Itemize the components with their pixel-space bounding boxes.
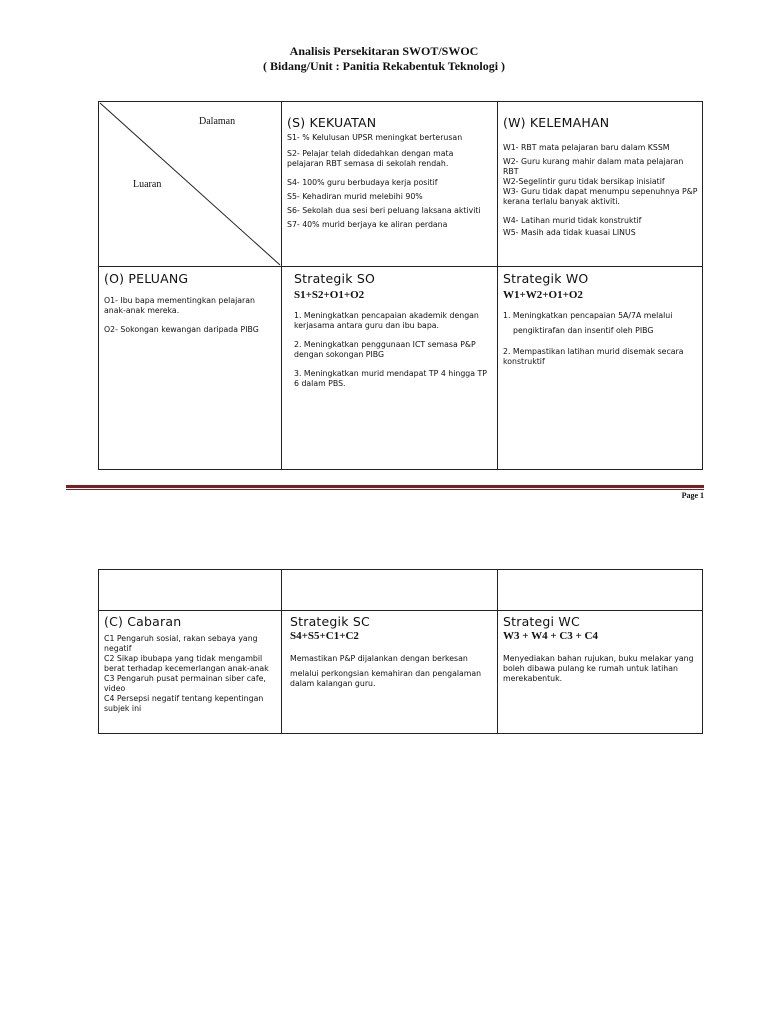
list-item: O1- Ibu bapa mementingkan pelajaran anak-anak mereka. bbox=[104, 296, 255, 315]
strategy-so-formula: S1+S2+O1+O2 bbox=[294, 289, 365, 301]
list-item: 2. Mempastikan latihan murid disemak secara konstruktif bbox=[503, 347, 684, 366]
internal-label: Dalaman bbox=[199, 116, 236, 127]
list-item: 1. Meningkatkan pencapaian 5A/7A melalui bbox=[503, 311, 673, 320]
strengths-cell bbox=[282, 112, 497, 266]
list-item: C3 Pengaruh pusat permainan siber cafe, video bbox=[104, 674, 266, 693]
diagonal-divider bbox=[99, 102, 281, 266]
document-title: Analisis Persekitaran SWOT/SWOC bbox=[289, 44, 479, 58]
strategy-wc-heading: Strategi WC bbox=[503, 614, 580, 629]
list-item: S4- 100% guru berbudaya kerja positif bbox=[287, 178, 438, 187]
challenges-cell bbox=[99, 611, 281, 733]
strategy-wo-heading: Strategik WO bbox=[503, 271, 589, 286]
document-subtitle: ( Bidang/Unit : Panitia Rekabentuk Teknologi ) bbox=[262, 59, 506, 73]
list-item: O2- Sokongan kewangan daripada PIBG bbox=[104, 325, 259, 334]
strategy-wc-cell bbox=[498, 611, 703, 733]
list-item: W2- Guru kurang mahir dalam mata pelajaran RBT bbox=[503, 157, 684, 176]
strategy-sc-cell bbox=[282, 611, 497, 733]
list-item: W5- Masih ada tidak kuasai LINUS bbox=[503, 228, 636, 237]
weaknesses-cell bbox=[498, 112, 703, 266]
list-item: Menyediakan bahan rujukan, buku melakar yang boleh dibawa pulang ke rumah untuk latihan merekabentuk. bbox=[503, 654, 694, 683]
list-item: 2. Meningkatkan penggunaan ICT semasa P&P dengan sokongan PIBG bbox=[294, 340, 476, 359]
opportunities-heading: (O) PELUANG bbox=[104, 271, 189, 286]
page-number: Page 1 bbox=[681, 491, 704, 500]
list-item: pengiktirafan dan insentif oleh PIBG bbox=[513, 326, 654, 335]
list-item: W1- RBT mata pelajaran baru dalam KSSM bbox=[503, 143, 670, 152]
strategy-sc-formula: S4+S5+C1+C2 bbox=[290, 630, 359, 642]
strategy-so-heading: Strategik SO bbox=[294, 271, 376, 286]
list-item: W3- Guru tidak dapat menumpu sepenuhnya P&P kerana terlalu banyak aktiviti. bbox=[503, 187, 698, 206]
corner-cell bbox=[99, 102, 281, 266]
footer-rule bbox=[66, 485, 704, 488]
swot-table bbox=[98, 101, 703, 470]
list-item: C2 Sikap ibubapa yang tidak mengambil berat terhadap kecemerlangan anak-anak bbox=[104, 654, 269, 673]
list-item: S2- Pelajar telah didedahkan dengan mata pelajaran RBT semasa di sekolah rendah. bbox=[287, 149, 454, 168]
strategy-wo-cell bbox=[498, 268, 703, 468]
strategy-so-cell bbox=[282, 268, 497, 468]
list-item: S6- Sekolah dua sesi beri peluang laksana aktiviti bbox=[287, 206, 481, 215]
list-item: melalui perkongsian kemahiran dan pengalaman dalam kalangan guru. bbox=[290, 669, 482, 688]
list-item: 3. Meningkatkan murid mendapat TP 4 hingga TP 6 dalam PBS. bbox=[294, 369, 487, 388]
strategy-wo-formula: W1+W2+O1+O2 bbox=[503, 289, 583, 301]
list-item: W4- Latihan murid tidak konstruktif bbox=[503, 216, 642, 225]
list-item: S7- 40% murid berjaya ke aliran perdana bbox=[287, 220, 448, 229]
list-item: S5- Kehadiran murid melebihi 90% bbox=[287, 192, 423, 201]
list-item: W2-Segelintir guru tidak bersikap inisiatif bbox=[503, 177, 665, 186]
list-item: Memastikan P&P dijalankan dengan berkesan bbox=[290, 654, 468, 663]
challenges-heading: (C) Cabaran bbox=[104, 614, 182, 629]
list-item: C4 Persepsi negatif tentang kepentingan subjek ini bbox=[104, 694, 264, 713]
opportunities-cell bbox=[99, 268, 281, 468]
strengths-heading: (S) KEKUATAN bbox=[287, 115, 377, 130]
external-label: Luaran bbox=[133, 179, 162, 190]
strategy-sc-heading: Strategik SC bbox=[290, 614, 370, 629]
footer-rule-thin bbox=[66, 489, 704, 490]
weaknesses-heading: (W) KELEMAHAN bbox=[503, 115, 610, 130]
list-item: C1 Pengaruh sosial, rakan sebaya yang negatif bbox=[104, 634, 258, 653]
strategy-wc-formula: W3 + W4 + C3 + C4 bbox=[503, 630, 598, 642]
list-item: S1- % Kelulusan UPSR meningkat berterusan bbox=[287, 133, 463, 142]
list-item: 1. Meningkatkan pencapaian akademik dengan kerjasama antara guru dan ibu bapa. bbox=[294, 311, 479, 330]
swoc-table bbox=[98, 569, 703, 734]
